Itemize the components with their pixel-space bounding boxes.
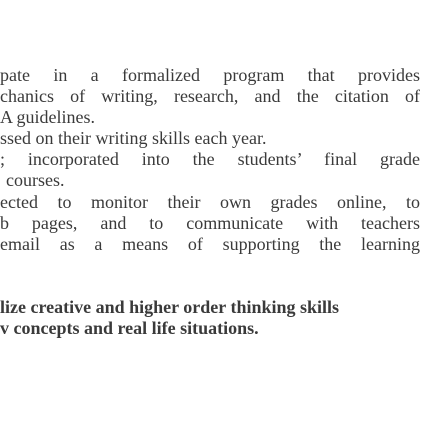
paragraph-line-6: courses. (6, 170, 65, 190)
paragraph-line-2: chanics of writing, research, and the citation of (0, 86, 420, 106)
paragraph-line-5: ; incorporated into the students’ final grade (0, 149, 420, 169)
paragraph-line-7: ected to monitor their own grades online, to (0, 192, 420, 212)
bold-line-1: lize creative and higher order thinking skills (0, 297, 340, 317)
paragraph-line-1: pate in a formalized program that provides (0, 65, 420, 85)
paragraph-line-8: b pages, and to communicate with teachers (0, 213, 420, 233)
paragraph-line-9: email as a means of supporting the learning (0, 234, 420, 254)
bold-line-2: v concepts and real life situations. (0, 318, 259, 338)
paragraph-line-3: A guidelines. (0, 107, 95, 127)
paragraph-line-4: ssed on their writing skills each year. (0, 128, 267, 148)
